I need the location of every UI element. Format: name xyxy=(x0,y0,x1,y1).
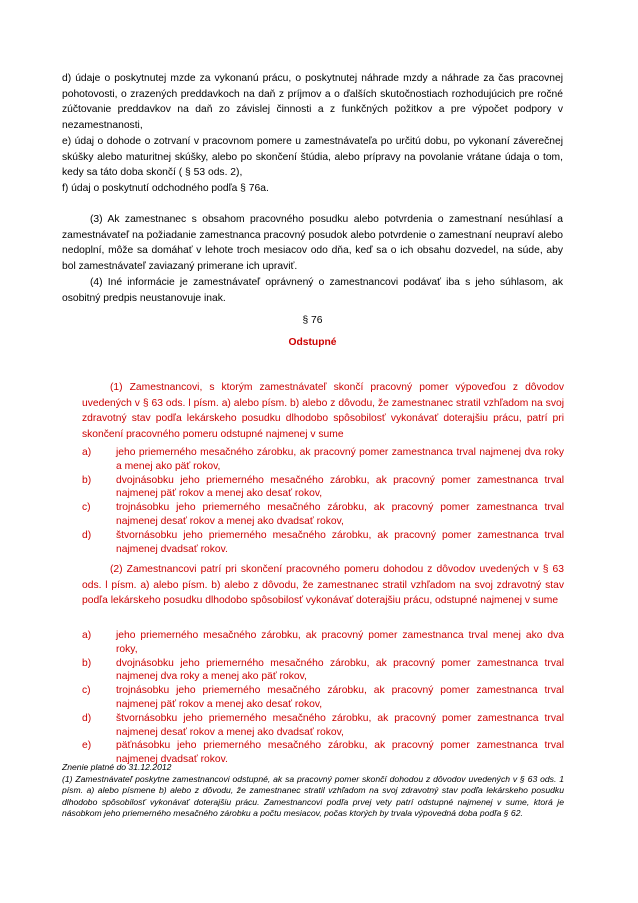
amendment-2-list xyxy=(82,629,564,767)
list-item: b) dvojnásobku jeho priemerného mesačného zárobku, ak pracovný pomer zamestnanca trval najmenej päť rokov a menej ako desať rokov, xyxy=(82,474,564,500)
paragraph-f: f) údaj o poskytnutí odchodného podľa § 76a. xyxy=(62,183,269,194)
amendment-1-intro: (1) Zamestnancovi, s ktorým zamestnávateľ skončí pracovný pomer výpoveďou z dôvodov uvedených v § 63 ods. l písm. a) alebo písm. b) alebo z dôvodu, že zamestnanec stratil vzhľadom na svoj zdravotný stav podľa lekárskeho posudku dlhodobo spôsobilosť vykonávať doterajšiu prácu, patrí pri skončení pracovného pomeru odstupné najmenej v sume xyxy=(82,382,564,440)
paragraph-4: (4) Iné informácie je zamestnávateľ oprávnený o zamestnancovi podávať iba s jeho súhlasom, ak osobitný predpis neustanovuje inak. xyxy=(62,277,563,304)
note-text: (1) Zamestnávateľ poskytne zamestnancovi odstupné, ak sa pracovný pomer skončí dohodou z dôvodov uvedených v § 63 ods. 1 písm. a) alebo písmene b) alebo z dôvodu, že zamestnanec stratil vzhľadom na svoj zdravotný stav podľa lekárskeho posudku dlhodobo spôsobilosť vykonávať doterajšiu prácu. Zamestnancovi podľa prvej vety patrí odstupné najmenej v sume, ktorá je násobkom jeho priemerného mesačného zárobku a počtu mesiacov, počas ktorých by trvala výpovedná doba podľa § 62. xyxy=(62,774,564,819)
paragraph-e: e) údaj o dohode o zotrvaní v pracovnom pomere u zamestnávateľa po určitú dobu, po vykonaní záverečnej skúšky alebo maturitnej skúšky, alebo po skončení štúdia, alebo prípravy na povolanie vrátane údaja o tom, kedy sa táto doba skončí ( § 53 ods. 2), xyxy=(62,136,563,179)
list-item: d) štvornásobku jeho priemerného mesačného zárobku, ak pracovný pomer zamestnanca trval najmenej dvadsať rokov. xyxy=(82,529,564,555)
note-heading: Znenie platné do 31.12.2012 xyxy=(62,762,172,772)
amendment-1-list xyxy=(82,446,564,556)
section-title: Odstupné xyxy=(288,337,337,348)
amendment-2-intro: (2) Zamestnancovi patrí pri skončení pracovného pomeru dohodou z dôvodov uvedených v § 63 ods. l písm. a) alebo písm. b) alebo z dôvodu, že zamestnanec stratil vzhľadom na svoj zdravotný stav podľa lekárskeho posudku dlhodobo spôsobilosť vykonávať doterajšiu prácu, odstupné najmenej v sume xyxy=(82,564,564,607)
list-item: a) jeho priemerného mesačného zárobku, ak pracovný pomer zamestnanca trval najmenej dva roky a menej ako päť rokov, xyxy=(82,447,564,472)
list-item: a) jeho priemerného mesačného zárobku, ak pracovný pomer zamestnanca trval menej ako dva roky, xyxy=(82,630,564,655)
list-item: d) štvornásobku jeho priemerného mesačného zárobku, ak pracovný pomer zamestnanca trval najmenej desať rokov a menej ako dvadsať rokov, xyxy=(82,712,564,738)
list-item: b) dvojnásobku jeho priemerného mesačného zárobku, ak pracovný pomer zamestnanca trval najmenej dva roky a menej ako päť rokov, xyxy=(82,657,564,683)
list-item: c) trojnásobku jeho priemerného mesačného zárobku, ak pracovný pomer zamestnanca trval najmenej desať rokov a menej ako dvadsať rokov, xyxy=(82,502,564,527)
list-item: e) päťnásobku jeho priemerného mesačného zárobku, ak pracovný pomer zamestnanca trval najmenej dvadsať rokov. xyxy=(82,740,564,766)
paragraph-d: d) údaje o poskytnutej mzde za vykonanú prácu, o poskytnutej náhrade mzdy a náhrade za čas pracovnej pohotovosti, o zrazených preddavkoch na daň z príjmov a o ďalších skutočnostiach rozhodujúcich pre ročné zúčtovanie preddavkov na daň zo závislej činnosti a z funkčných požitkov a pre výpočet podpory v nezamestnanosti, xyxy=(62,73,563,131)
paragraph-3: (3) Ak zamestnanec s obsahom pracovného posudku alebo potvrdenia o zamestnaní nesúhlasí a zamestnávateľ na požiadanie zamestnanca pracovný posudok alebo potvrdenie o zamestnaní neupraví alebo nedoplní, môže sa domáhať v lehote troch mesiacov odo dňa, keď sa o ich obsahu dozvedel, na súde, aby bol zamestnávateľ zaviazaný primerane ich upraviť. xyxy=(62,214,563,272)
section-number: § 76 xyxy=(302,315,323,326)
list-item: c) trojnásobku jeho priemerného mesačného zárobku, ak pracovný pomer zamestnanca trval najmenej päť rokov a menej ako desať rokov, xyxy=(82,685,564,710)
